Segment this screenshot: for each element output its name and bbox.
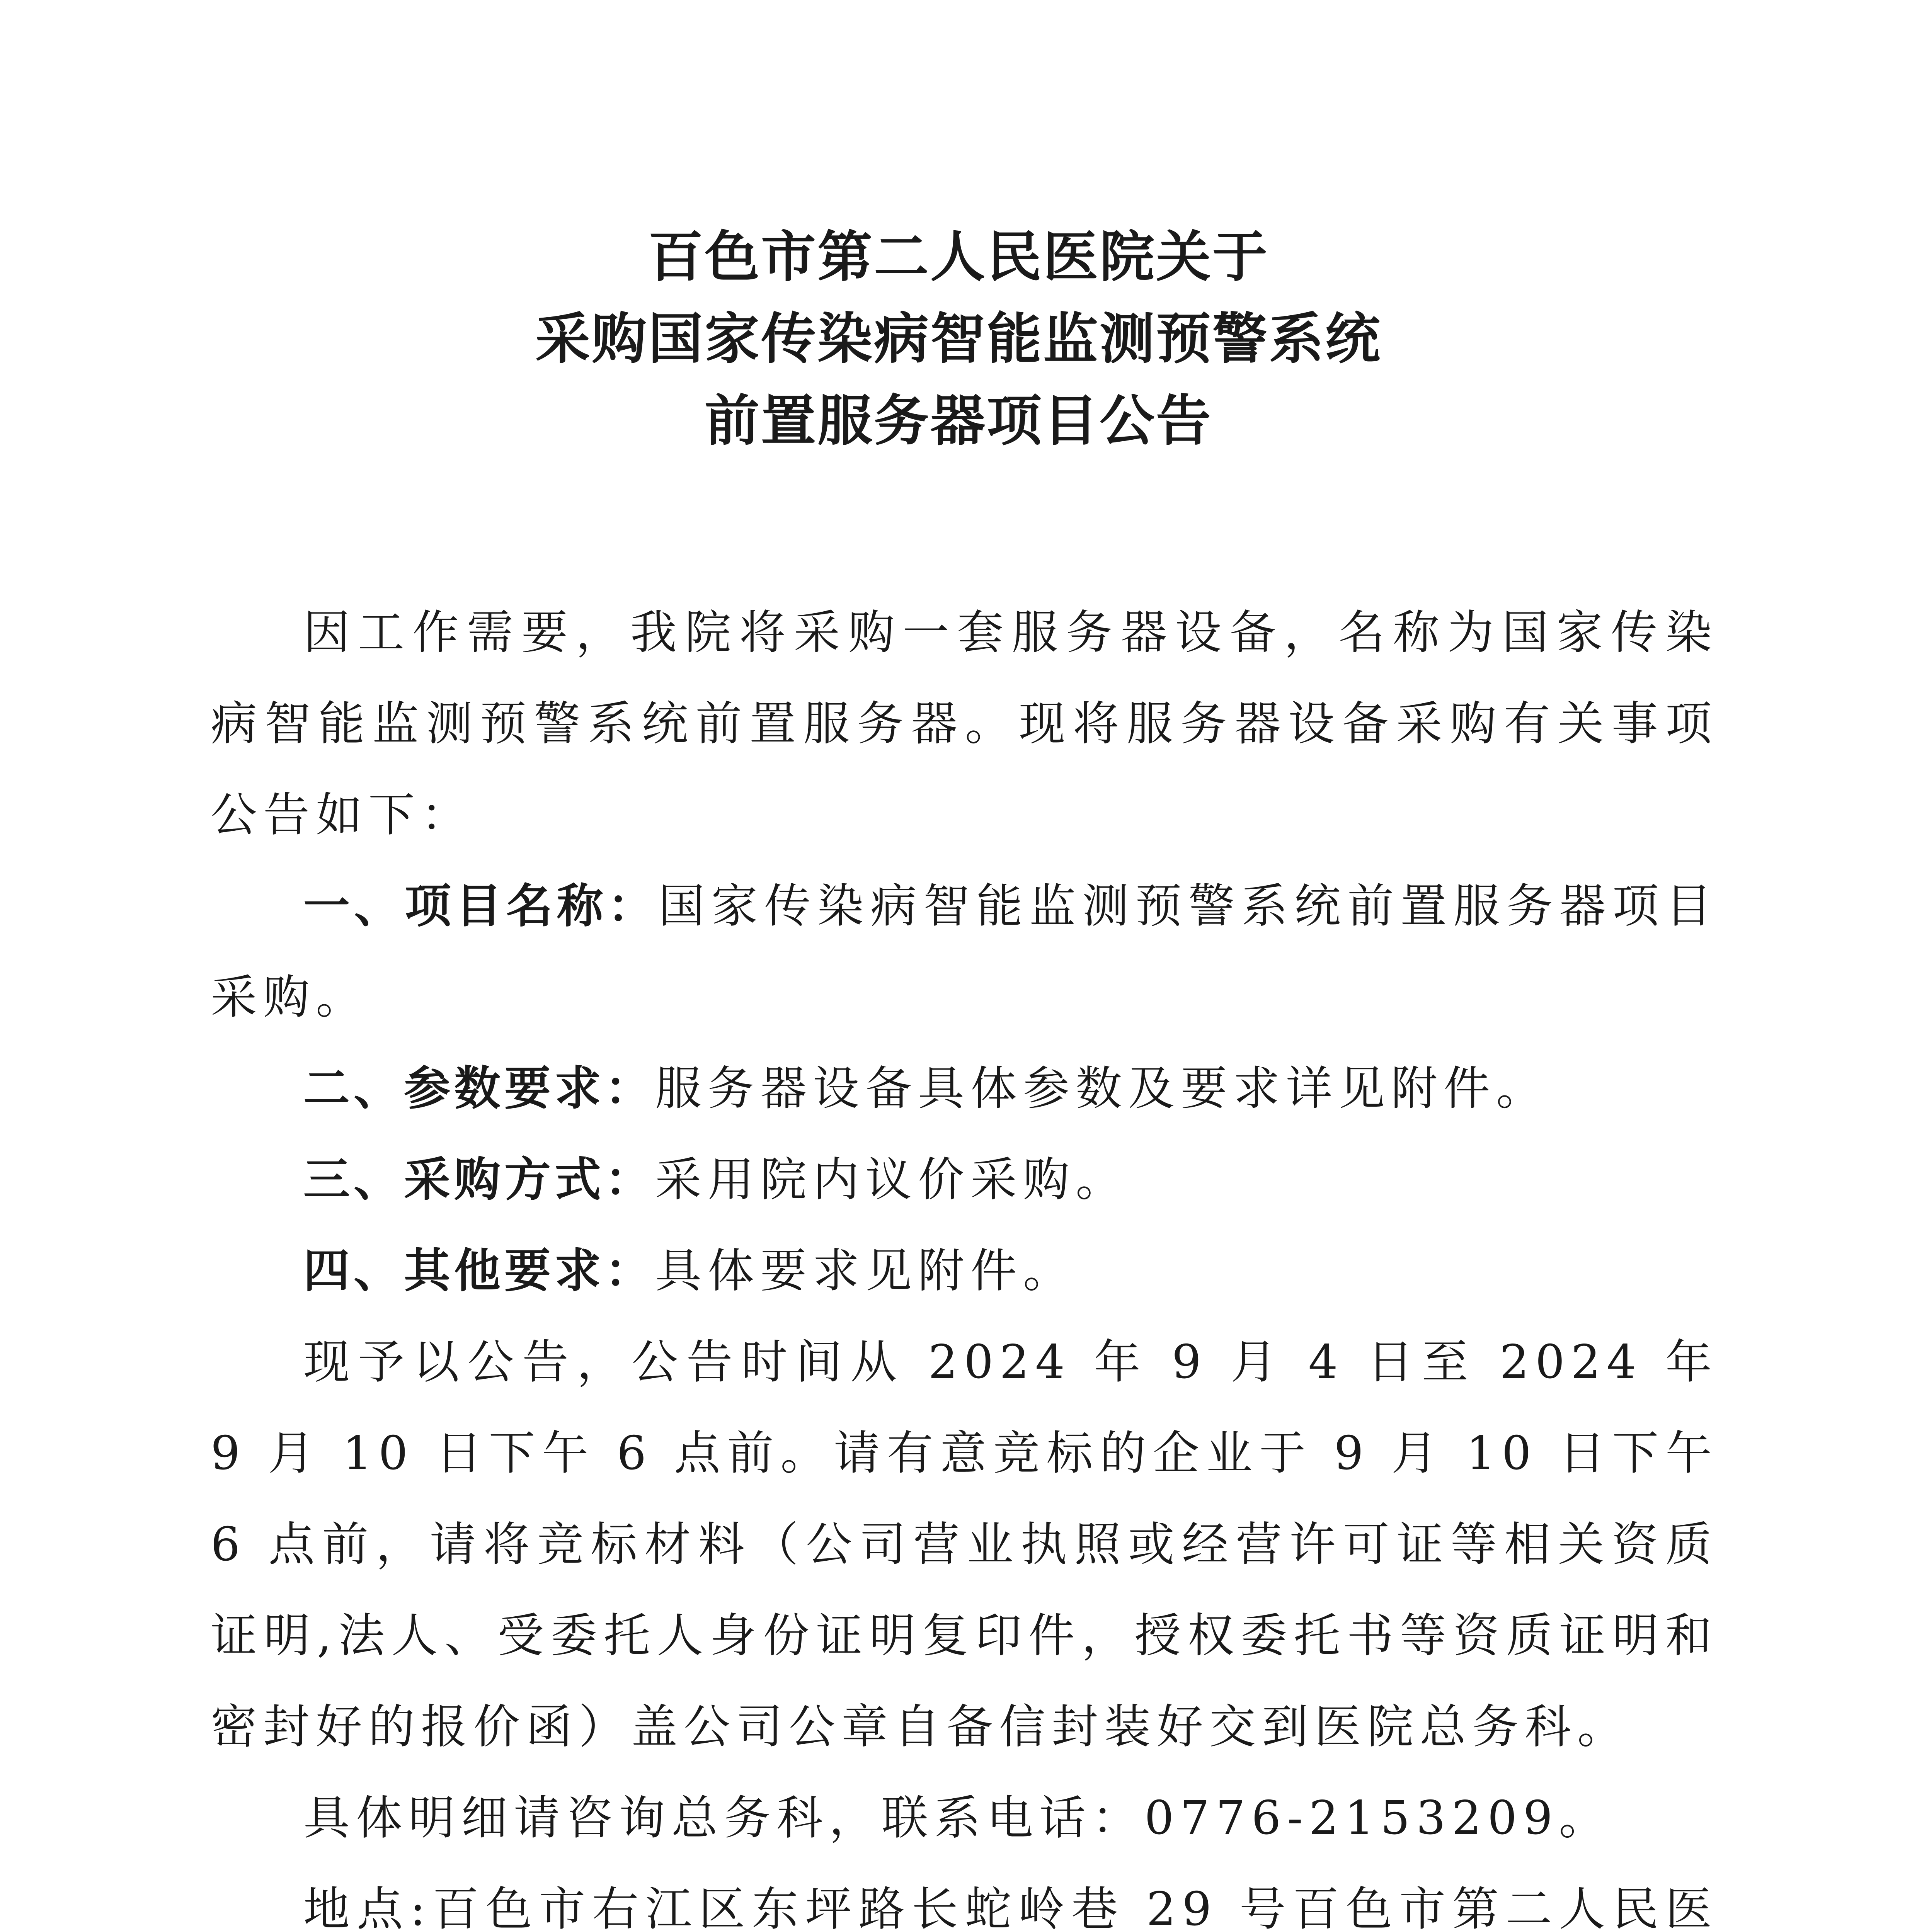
item-heading: 二、参数要求：	[303, 1062, 655, 1116]
item-heading: 一、项目名称：	[303, 879, 659, 933]
item-parameters	[211, 1043, 1718, 1134]
item-text: 服务器设备具体参数及要求详见附件。	[655, 1062, 1549, 1116]
title-line-1: 百色市第二人民医院关于	[648, 225, 1269, 289]
title-line-2: 采购国家传染病智能监测预警系统	[535, 307, 1382, 371]
contact-paragraph: 具体明细请咨询总务科，联系电话：0776-2153209。	[303, 1791, 1612, 1845]
item-text: 具体要求见附件。	[655, 1244, 1076, 1298]
item-project-name	[211, 861, 1718, 1043]
document-title	[0, 216, 1917, 462]
item-other-requirements	[211, 1226, 1718, 1317]
intro-paragraph: 因工作需要，我院将采购一套服务器设备，名称为国家传染病智能监测预警系统前置服务器。现将服务器设备采购有关事项公告如下：	[211, 606, 1718, 842]
item-text: 国家传染病智能监测预警系统前置服务器项目采购。	[211, 879, 1718, 1024]
document-body	[211, 587, 1718, 1932]
item-text: 采用院内议价采购。	[655, 1153, 1128, 1207]
title-line-3: 前置服务器项目公告	[705, 389, 1212, 453]
item-heading: 三、采购方式：	[303, 1153, 655, 1207]
notice-paragraph: 现予以公告，公告时间从 2024 年 9 月 4 日至 2024 年 9 月 10 日下午 6 点前。请有意竞标的企业于 9 月 10 日下午 6 点前，请将竞标材料（公司营业执照或经营许可证等相关资质证明,法人、受委托人身份证明复印件，授权委托书等资质证明和密封好的报价函）盖公司公章自备信封装好交到医院总务科。	[211, 1335, 1718, 1754]
item-procurement-method	[211, 1134, 1718, 1226]
item-heading: 四、其他要求：	[303, 1244, 655, 1298]
address-paragraph: 地点:百色市右江区东坪路长蛇岭巷 29 号百色市第二人民医	[303, 1883, 1718, 1932]
